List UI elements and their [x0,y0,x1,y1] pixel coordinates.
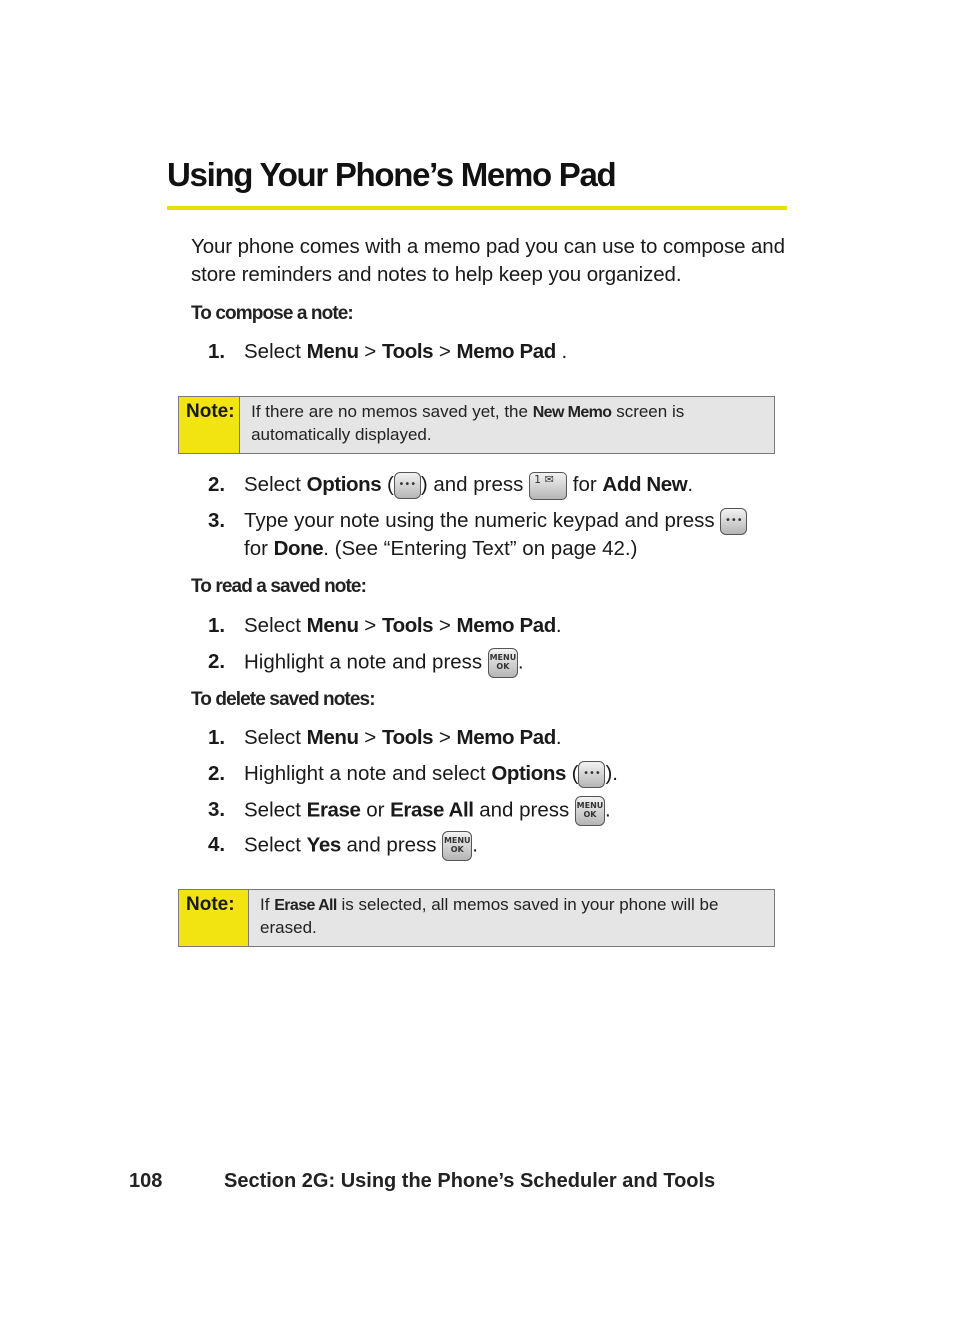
section-footer: Section 2G: Using the Phone’s Scheduler and Tools [224,1170,716,1192]
step-number: 2. [208,473,226,496]
note-text: If Erase All is selected, all memos saved in your phone will be erased. [260,895,719,937]
note-label: Note: [179,397,240,453]
step-text: Select Menu > Tools > Memo Pad. [244,614,562,637]
step-number: 1. [208,726,226,749]
title-underline [167,206,787,210]
step-number: 2. [208,762,226,785]
step-text: Select Yes and press MENU OK . [244,831,478,861]
options-key-icon: ••• [578,761,605,788]
read-heading: To read a saved note: [191,576,367,597]
step-text: Type your note using the numeric keypad and press ••• for Done. (See “Entering Text” on page 42.) [244,507,789,563]
delete-heading: To delete saved notes: [191,689,375,710]
step-number: 3. [208,798,226,821]
note-box-new-memo [178,396,775,454]
options-key-icon: ••• [394,472,421,499]
step-text: Highlight a note and select Options ( ••• ). [244,760,618,788]
page-number: 108 [129,1170,163,1192]
note-label: Note: [179,890,249,946]
step-text: Select Erase or Erase All and press MENU OK . [244,796,611,826]
step-number: 3. [208,509,226,532]
note-text: If there are no memos saved yet, the New Memo screen is automatically displayed. [251,402,685,444]
note-box-erase-all [178,889,775,947]
step-text: Select Menu > Tools > Memo Pad. [244,726,562,749]
step-number: 1. [208,340,226,363]
menu-ok-key-icon: MENU OK [575,796,605,826]
options-key-icon: ••• [720,508,747,535]
key-one-mail-icon: 1 ✉ [529,472,567,500]
step-number: 1. [208,614,226,637]
step-text: Select Options ( ••• ) and press 1 ✉ for Add New. [244,471,693,500]
step-number: 2. [208,650,226,673]
menu-ok-key-icon: MENU OK [442,831,472,861]
step-number: 4. [208,833,226,856]
step-text: Highlight a note and press MENU OK . [244,648,524,678]
step-text: Select Menu > Tools > Memo Pad . [244,340,568,363]
menu-ok-key-icon: MENU OK [488,648,518,678]
compose-heading: To compose a note: [191,303,353,324]
page-title: Using Your Phone’s Memo Pad [167,156,616,193]
intro-paragraph: Your phone comes with a memo pad you can use to compose and store reminders and notes to help keep you organized. [191,235,785,286]
